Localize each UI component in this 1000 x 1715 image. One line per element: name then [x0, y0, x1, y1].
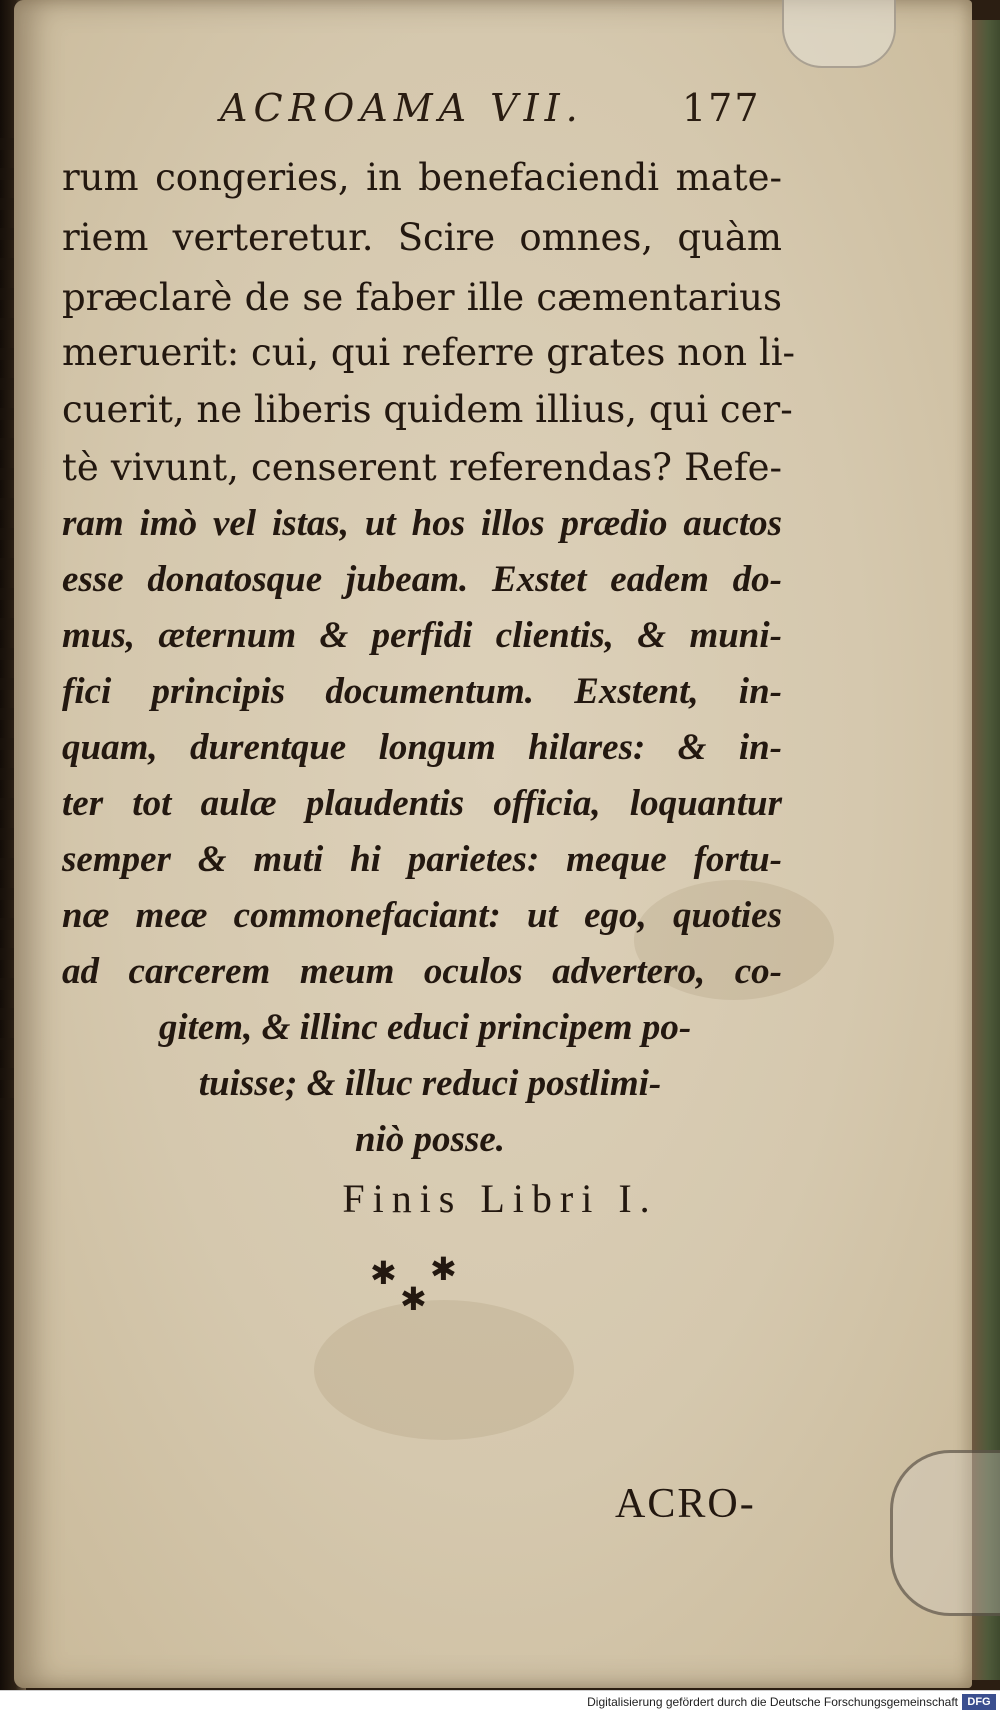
digitization-footer — [0, 1690, 1000, 1715]
asterisk: ✱ — [400, 1280, 427, 1318]
text-line: rum congeries, in benefaciendi mate- — [62, 156, 782, 199]
text-line: riem verteretur. Scire omnes, quàm — [62, 216, 782, 259]
text-line: niò posse. — [354, 1119, 506, 1160]
text-line: fici principis documentum. Exstent, in- — [62, 671, 782, 712]
dfg-logo: DFG — [962, 1694, 996, 1710]
glass-clip-bottom — [890, 1450, 1000, 1616]
text-line: præclarè de se faber ille cæmentarius — [62, 276, 782, 319]
finis-libri-heading: Finis Libri I. — [342, 1176, 658, 1221]
text-line: næ meæ commonefaciant: ut ego, quoties — [62, 895, 782, 936]
running-head — [0, 86, 1000, 146]
text-line: tè vivunt, censerent referendas? Refe- — [62, 446, 782, 489]
text-line: ad carcerem meum oculos advertero, co- — [62, 951, 782, 992]
asterism-ornament — [0, 1250, 1000, 1320]
text-line: ram imò vel istas, ut hos illos prædio auctos — [62, 503, 782, 544]
asterisk: ✱ — [430, 1250, 457, 1288]
text-line: gitem, & illinc educi principem po- — [158, 1007, 692, 1048]
text-line: semper & muti hi parietes: meque fortu- — [62, 839, 782, 880]
catchword: ACRO- — [615, 1481, 756, 1527]
text-line: esse donatosque jubeam. Exstet eadem do- — [62, 559, 782, 600]
paper-stain — [314, 1300, 574, 1440]
footer-credit: Digitalisierung gefördert durch die Deutsche Forschungsgemeinschaft — [587, 1695, 958, 1709]
running-head-title: ACROAMA VII. — [220, 86, 584, 130]
text-line: tuisse; & illuc reduci postlimi- — [198, 1063, 662, 1104]
text-line: ter tot aulæ plaudentis officia, loquantur — [62, 783, 782, 824]
glass-clip-top — [782, 0, 896, 68]
text-line: mus, æternum & perfidi clientis, & muni- — [62, 615, 782, 656]
page-number: 177 — [682, 86, 761, 130]
asterisk: ✱ — [370, 1254, 397, 1292]
text-line: meruerit: cui, qui referre grates non li- — [62, 331, 796, 374]
text-line: cuerit, ne liberis quidem illius, qui cer- — [62, 388, 793, 431]
text-line: quam, durentque longum hilares: & in- — [62, 727, 782, 768]
